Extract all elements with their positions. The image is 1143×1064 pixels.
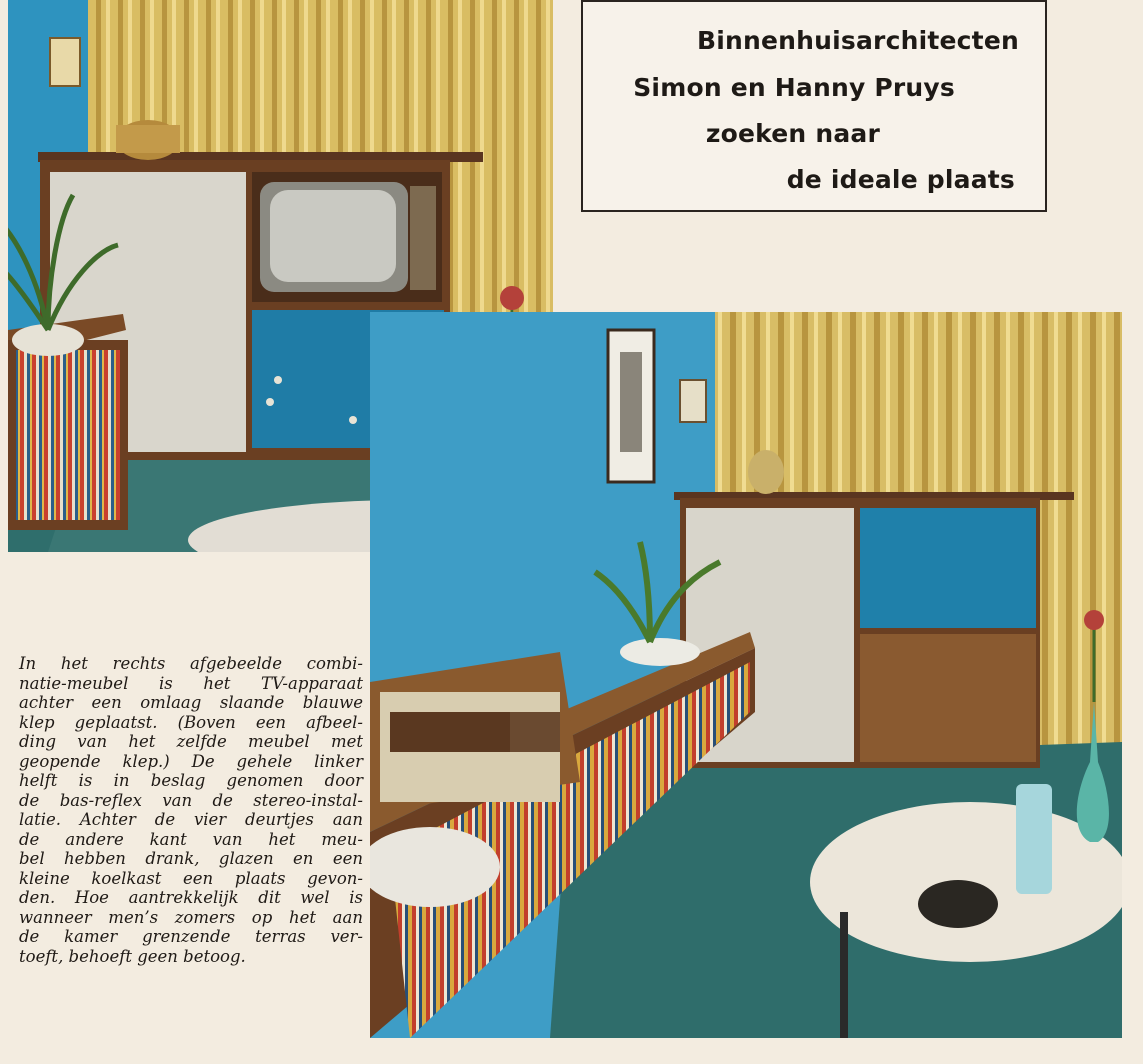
caption-line: kleine koelkast een plaats gevon- <box>19 868 363 888</box>
caption-line: In het rechts afgebeelde combi- <box>19 654 363 673</box>
caption-line: bel hebben drank, glazen en een <box>19 849 363 868</box>
caption-line: wanneer men’s zomers op het aan <box>19 907 363 927</box>
caption-line: latie. Achter de vier deurtjes aan <box>19 810 363 829</box>
caption-line: geopende klep.) De gehele linker <box>19 751 363 771</box>
caption-line: de bas-reflex van de stereo-instal- <box>19 790 363 810</box>
title-box <box>581 0 1047 212</box>
caption-line: den. Hoe aantrekkelijk dit wel is <box>19 888 363 907</box>
title-line-4: de ideale plaats <box>786 165 1015 194</box>
caption-line: achter een omlaag slaande blauwe <box>19 693 363 712</box>
title-line-3: zoeken naar <box>705 119 880 148</box>
caption-line: de kamer grenzende terras ver- <box>19 927 363 946</box>
caption-line: klep geplaatst. (Boven een afbeel- <box>19 712 363 732</box>
caption-line: ding van het zelfde meubel met <box>19 732 363 751</box>
caption-line: helft is in beslag genomen door <box>19 771 363 790</box>
title-line-1: Binnenhuisarchitecten <box>696 26 1019 55</box>
caption-line: toeft, behoeft geen betoog. <box>19 946 246 966</box>
caption-line: natie-meubel is het TV-apparaat <box>19 673 363 693</box>
caption-text <box>19 654 363 966</box>
photo-bottom-right <box>370 312 1122 1038</box>
title-line-2: Simon en Hanny Pruys <box>633 73 955 102</box>
caption-line: de andere kant van het meu- <box>19 829 363 849</box>
